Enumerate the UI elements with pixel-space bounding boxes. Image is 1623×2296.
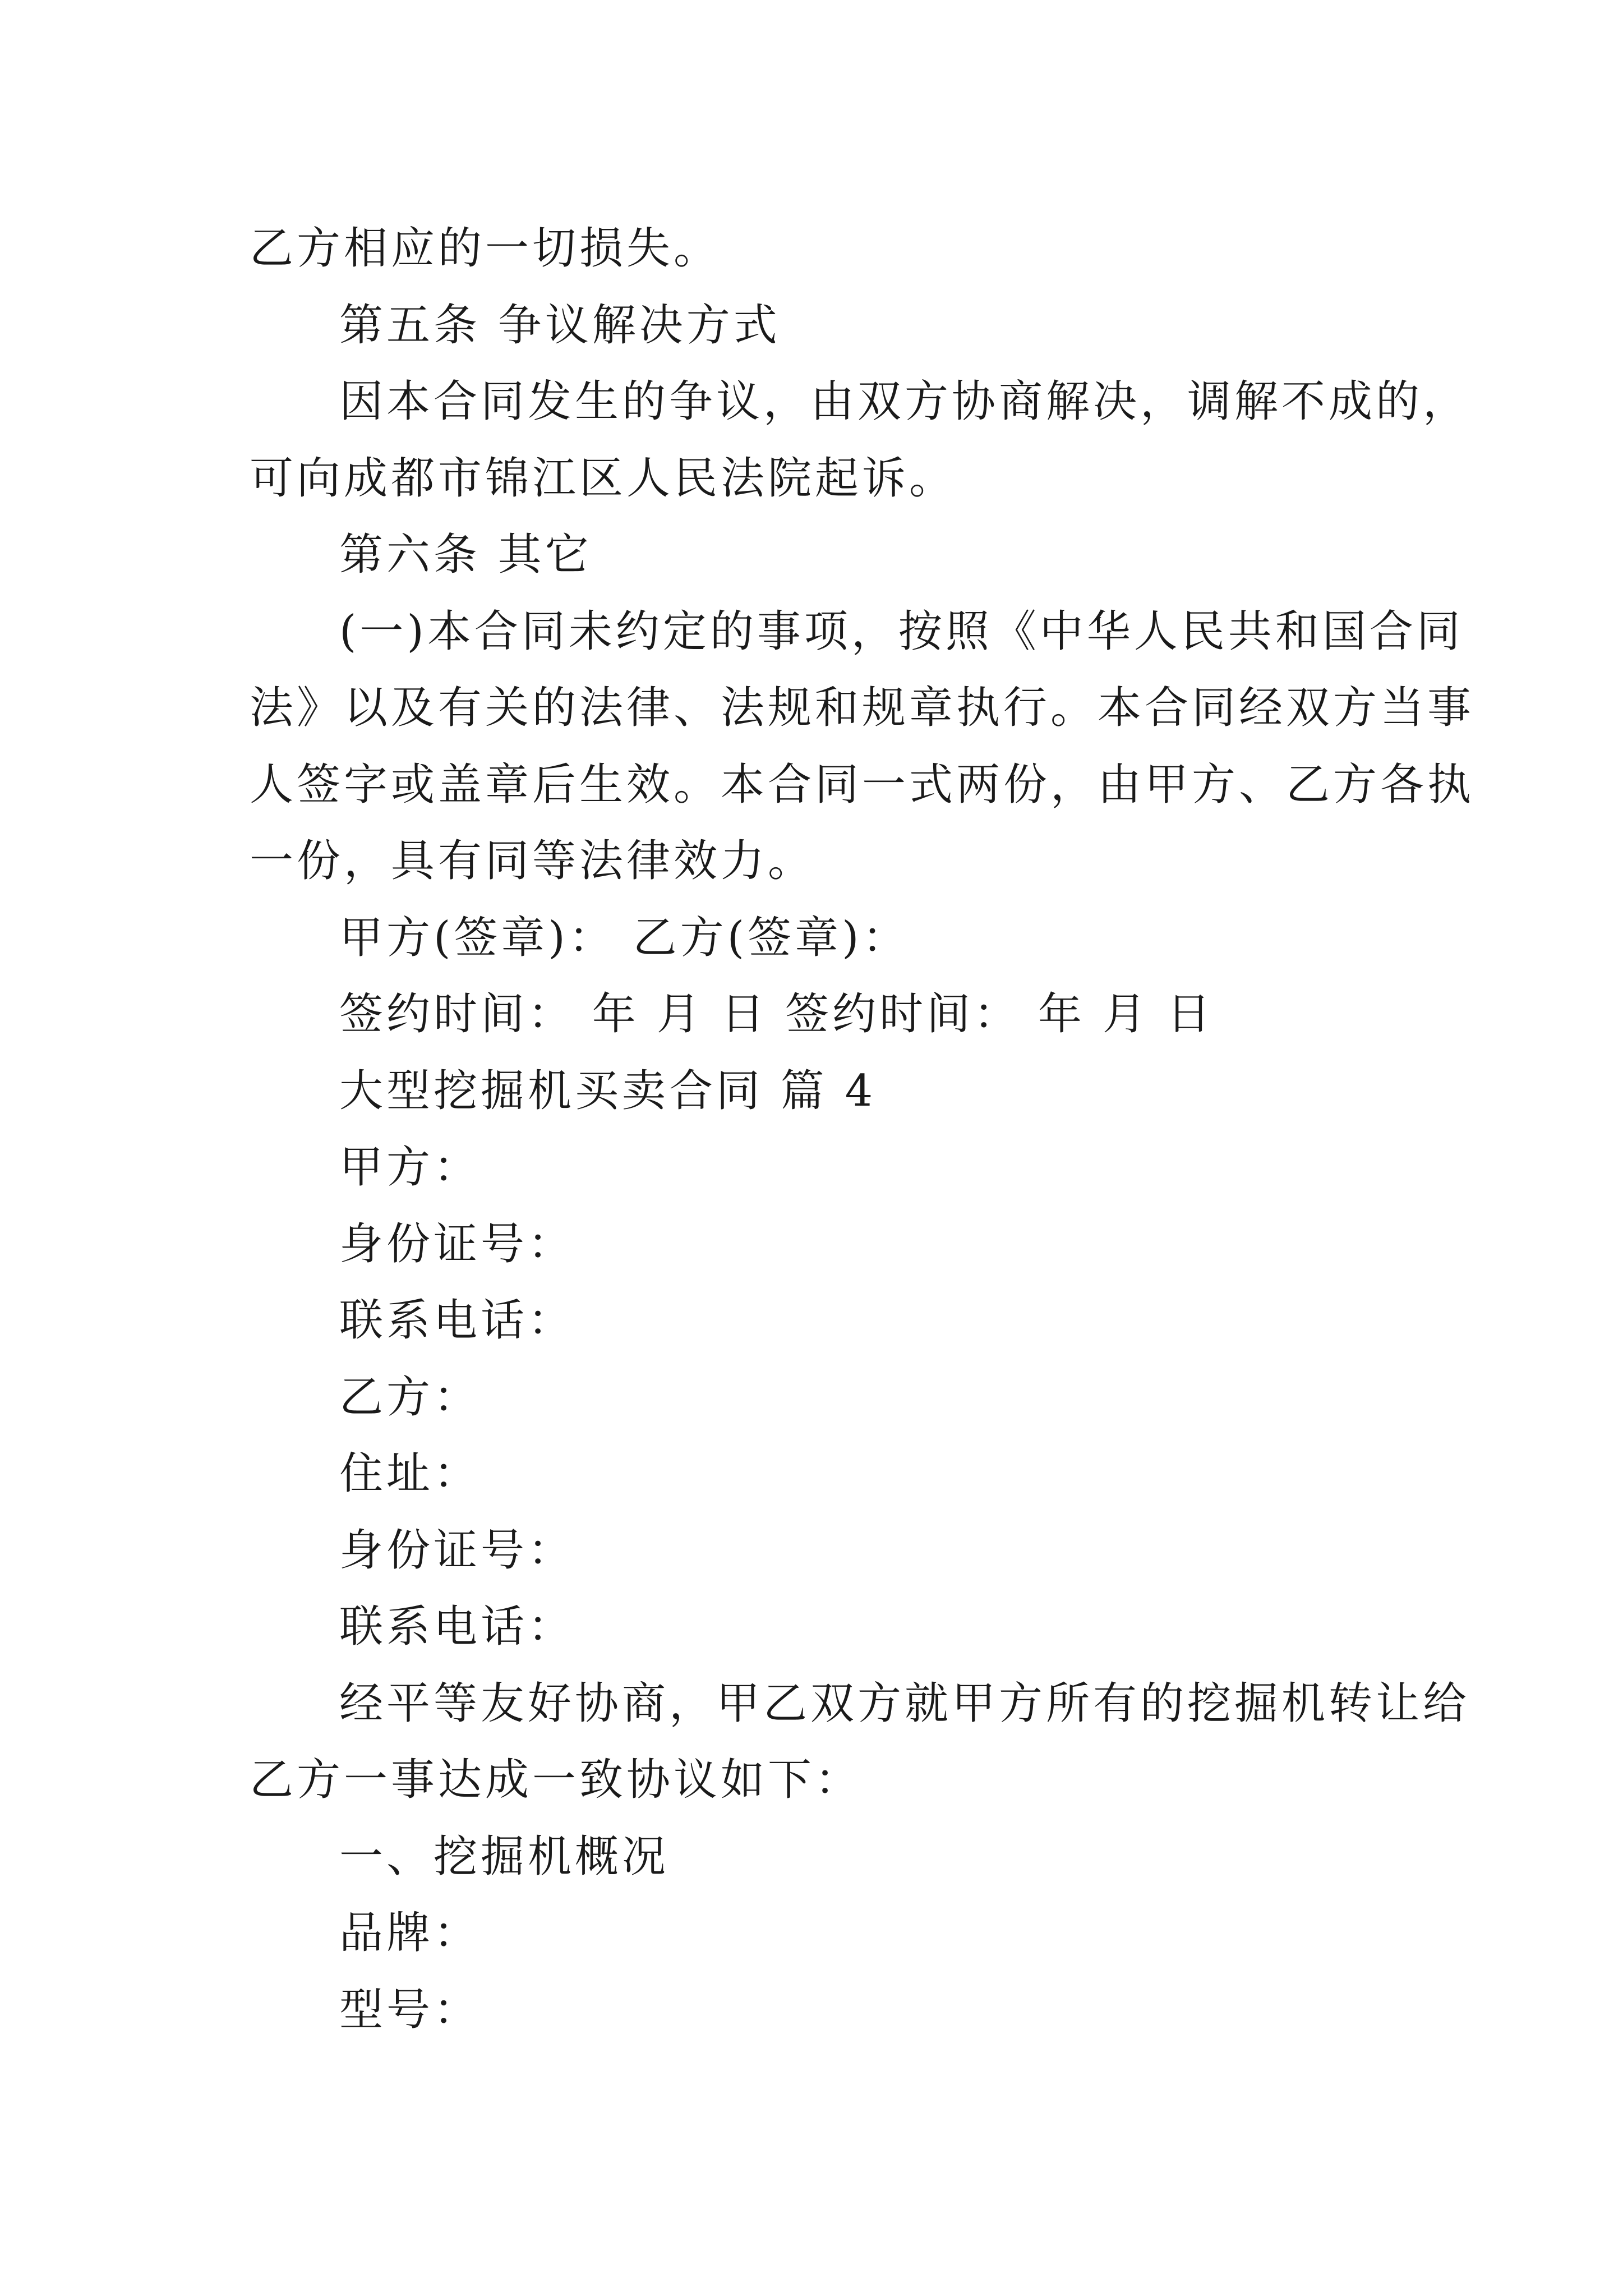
- party-a-id-label: 身份证号：: [339, 1218, 575, 1269]
- section-heading-6: 第六条 其它: [339, 530, 592, 580]
- party-b-phone-label: 联系电话：: [339, 1602, 575, 1652]
- paragraph-line: 乙方一事达成一致协议如下：: [250, 1755, 863, 1805]
- signing-date-line: 签约时间： 年 月 日 签约时间： 年 月 日: [339, 989, 1214, 1039]
- party-a-phone-label: 联系电话：: [339, 1295, 575, 1346]
- paragraph-line: 一份，具有同等法律效力。: [250, 836, 815, 886]
- paragraph-line: 因本合同发生的争议，由双方协商解决，调解不成的，: [339, 376, 1470, 427]
- section-heading-overview: 一、挖掘机概况: [339, 1831, 670, 1882]
- contract-title: 大型挖掘机买卖合同 篇 4: [339, 1065, 877, 1116]
- paragraph-line: 人签字或盖章后生效。本合同一式两份，由甲方、乙方各执: [250, 759, 1475, 810]
- paragraph-line: 法》以及有关的法律、法规和规章执行。本合同经双方当事: [250, 683, 1475, 733]
- party-b-address-label: 住址：: [339, 1448, 481, 1499]
- section-heading-5: 第五条 争议解决方式: [339, 300, 781, 351]
- paragraph-line: 乙方相应的一切损失。: [250, 223, 721, 274]
- brand-label: 品牌：: [339, 1908, 481, 1958]
- model-label: 型号：: [339, 1984, 481, 2035]
- document-body: [250, 210, 1475, 2048]
- signature-line: 甲方(签章)： 乙方(签章)：: [339, 912, 910, 963]
- paragraph-line: 可向成都市锦江区人民法院起诉。: [250, 453, 957, 504]
- party-b-label: 乙方：: [339, 1372, 481, 1423]
- paragraph-line: 经平等友好协商，甲乙双方就甲方所有的挖掘机转让给: [339, 1678, 1470, 1729]
- party-b-id-label: 身份证号：: [339, 1525, 575, 1576]
- paragraph-line: (一)本合同未约定的事项，按照《中华人民共和国合同: [339, 606, 1464, 657]
- party-a-label: 甲方：: [339, 1142, 481, 1193]
